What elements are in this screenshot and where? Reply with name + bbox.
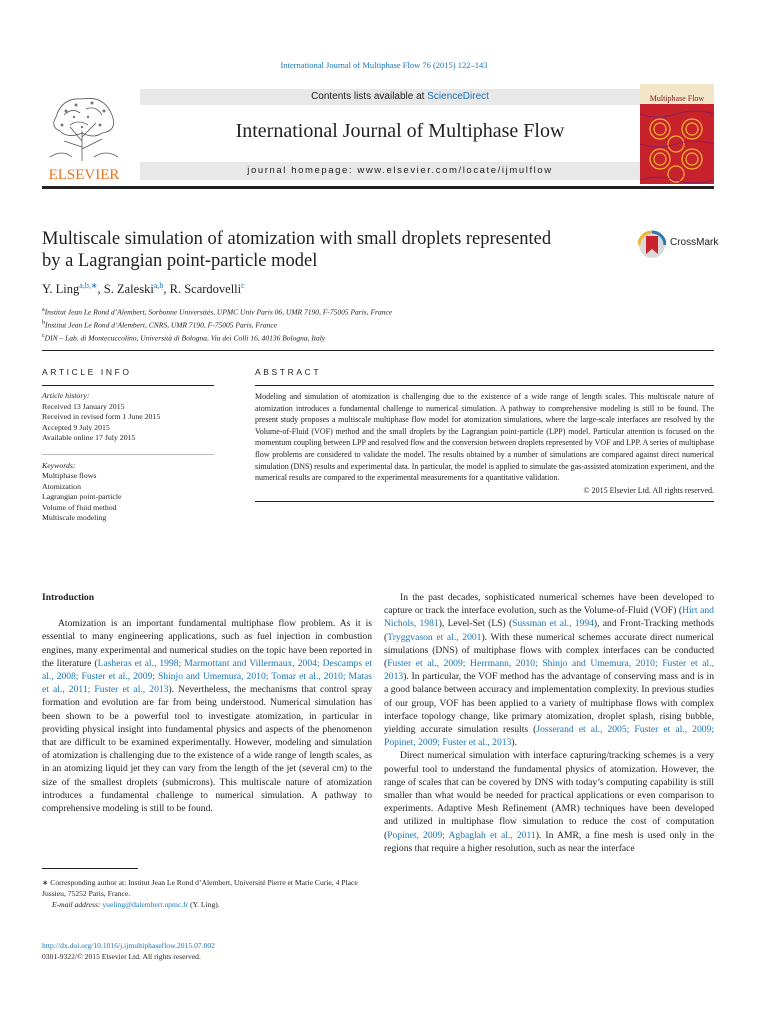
affiliation-a-sup: a <box>42 307 45 313</box>
introduction-heading: Introduction <box>42 592 95 603</box>
footnote-corresponding: ∗ Corresponding author at: Institut Jean Le Rond d’Alembert, Université Pierre et Marie Curie, 4 Place Jussieu, 75252 Paris, France. <box>42 878 358 898</box>
affiliation-c-sup: c <box>42 333 45 339</box>
history-received: Received 13 January 2015 <box>42 401 125 411</box>
elsevier-tree-icon <box>42 87 126 182</box>
author-1-sup[interactable]: a,b,∗ <box>79 281 98 290</box>
elsevier-logo <box>42 87 126 182</box>
citation-link[interactable]: Josserand et al., 2005; Fuster et al., 2009; Popinet, 2009; Fuster et al., 2013 <box>384 724 715 749</box>
intro-paragraph-1 <box>42 617 372 815</box>
intro-p1-text-a: Atomization is an important fundamental multiphase flow problem. As it is essential to many engineering applications, such as fuel injection in combustion engines, many experimental and numerical studies on the topic have been reported in the literature ( <box>42 618 372 669</box>
contents-prefix: Contents lists available at <box>311 91 428 102</box>
citation-link[interactable]: Popinet, 2009; Agbaglah et al., 2011 <box>387 829 536 841</box>
email-link[interactable]: yueling@dalembert.upmc.fr <box>102 900 189 909</box>
author-2-sep: , <box>163 282 170 297</box>
title-line-1: Multiscale simulation of atomization with small droplets represented <box>42 229 552 249</box>
keyword-item: Atomization <box>42 481 81 491</box>
svg-text:ELSEVIER: ELSEVIER <box>48 167 120 182</box>
citation-link[interactable]: Tryggvason et al., 2001 <box>387 631 482 643</box>
author-3-name[interactable]: R. Scardovelli <box>169 282 242 297</box>
affiliations <box>42 305 392 344</box>
affiliation-b-text: Institut Jean Le Rond d’Alembert, CNRS, UMR 7190, F-75005 Paris, France <box>45 320 278 330</box>
citation-link[interactable]: Fuster et al., 2009; Herrmann, 2010; Shinjo and Umemura, 2010; Fuster et al., 2013 <box>384 658 714 683</box>
affiliation-a <box>42 305 392 318</box>
affiliation-c-text: DIN – Lab. di Montecuccolino, Università di Bologna, Via dei Colli 16, 40136 Bologna, Italy <box>44 333 326 343</box>
citation-link[interactable]: Hirt and Nichols, 1981 <box>384 605 714 630</box>
homepage-prefix: journal homepage: <box>247 165 358 176</box>
right-p1-text-f: ). <box>511 737 517 749</box>
citation-link[interactable]: Sussman et al., 1994 <box>512 618 594 630</box>
right-p1-text-a: In the past decades, sophisticated numerical schemes have been developed to capture or track the interface evolution, such as the Volume-of-Fluid (VOF) ( <box>384 592 714 617</box>
journal-cover-thumbnail[interactable] <box>640 84 714 184</box>
history-online: Available online 17 July 2015 <box>42 433 136 442</box>
sciencedirect-link[interactable]: ScienceDirect <box>427 91 489 102</box>
right-column <box>384 591 714 855</box>
contents-bar <box>140 89 660 105</box>
crossmark-label: CrossMark <box>670 237 719 248</box>
right-p1-text-b: ), Level-Set (LS) ( <box>438 618 513 630</box>
author-1-name[interactable]: Y. Ling <box>42 282 80 297</box>
article-info-heading: ARTICLE INFO <box>42 367 132 377</box>
crossmark-badge[interactable] <box>638 230 718 260</box>
right-p2-text-b: ). In AMR, a fine mesh is used only in the regions that require a higher resolution, such as near the interface <box>384 829 714 854</box>
footnote-email-label: E-mail address: <box>52 900 103 909</box>
corresponding-footnote <box>42 868 372 910</box>
article-info-rule <box>42 385 214 386</box>
author-1-sep: , <box>97 282 104 297</box>
journal-masthead <box>42 82 714 186</box>
abstract-rule <box>255 385 714 386</box>
keyword-item: Multiphase flows <box>42 471 97 480</box>
abstract-section <box>255 367 714 502</box>
abstract-heading: ABSTRACT <box>255 367 322 377</box>
intro-p1-text-b: ). Nevertheless, the mechanisms that control spray formation and evolution are far from being understood. Numerical simulation has been shown to be a powerful tool to investigate atomization, in particular in providing physical insight into fundamental physics and aspects of the phenomenon that are difficult to be examined experimentally. However, modeling and simulation of atomization is challenging due to the existence of a wide range of length scales, as in an atomizing liquid jet they can vary from the length of the jet (several cm) to the size of the smallest droplets (submicrons). This multiscale nature of atomization introduces a fundamental challenge to numerical simulation. A pathway to comprehensive modeling is still to be found. <box>42 684 372 815</box>
intro-paragraph-2 <box>384 591 714 749</box>
article-title <box>42 228 622 272</box>
keywords <box>42 461 214 524</box>
footnote-email-suffix: (Y. Ling). <box>188 900 220 909</box>
header-divider <box>42 350 714 351</box>
abstract-copyright: © 2015 Elsevier Ltd. All rights reserved. <box>583 485 714 495</box>
keyword-item: Lagrangian point-particle <box>42 492 122 501</box>
keyword-item: Volume of fluid method <box>42 502 117 512</box>
citation-link[interactable]: Lasheras et al., 1998; Marmottant and Villermaux, 2004; Descamps et al., 2008; Fuster et al., 2009; Shinjo and Umemura, 2010; Tomar et al., 2010; Matas et al., 2011; Fuster et al., 2013 <box>42 657 372 696</box>
author-list <box>42 281 245 297</box>
affiliation-b-sup: b <box>42 320 45 326</box>
issn-copyright: 0301-9322/© 2015 Elsevier Ltd. All rights reserved. <box>42 952 201 961</box>
homepage-link[interactable]: www.elsevier.com/locate/ijmulflow <box>357 165 553 176</box>
journal-title: International Journal of Multiphase Flow <box>235 120 565 142</box>
affiliation-b <box>42 318 392 331</box>
title-line-2: by a Lagrangian point-particle model <box>42 251 318 271</box>
author-3-sup[interactable]: c <box>241 281 245 290</box>
history-label: Article history: <box>42 391 90 400</box>
svg-text:Multiphase Flow: Multiphase Flow <box>649 94 705 103</box>
article-info <box>42 367 214 524</box>
masthead-divider <box>42 186 714 189</box>
doi-link[interactable]: http://dx.doi.org/10.1016/j.ijmultiphaseflow.2015.07.002 <box>42 941 215 950</box>
page-footer <box>42 940 215 962</box>
affiliation-c <box>42 331 392 344</box>
right-p1-text-e: ). In particular, the VOF method has the advantage of conserving mass and is in a good balance between accuracy and implementation complexity. In previous studies of our group, VOF has been applied to a variety of multiphase flows with complex interface topology change, like primary atomization, droplet splash, rising bubble, yielding accurate simulation results ( <box>384 671 714 736</box>
footnote-rule <box>42 868 138 869</box>
right-p1-text-d: ). With these numerical schemes accurate direct numerical simulations (DNS) of multiphase flows with complex interfaces can be conducted ( <box>384 631 714 670</box>
right-p2-text-a: Direct numerical simulation with interface capturing/tracking schemes is a very powerful tool to understand the fundamental physics of atomization. However, the range of scales that can be covered by DNS with today’s computing capability is still smaller than what would be needed for practical applications or even comparison to experiments. Adaptive Mesh Refinement (AMR) techniques have been developed and utilized in multiphase flow simulation to reduce the cost of computation ( <box>384 750 714 841</box>
journal-cover-image <box>640 84 714 184</box>
history-revised: Received in revised form 1 June 2015 <box>42 412 161 421</box>
crossmark-icon <box>638 230 666 260</box>
abstract-text: Modeling and simulation of atomization is challenging due to the existence of a wide range of length scales. This multiscale nature of atomization introduces a fundamental challenge to numerical simulation. A pathway to comprehensive modeling is still to be found. The present study proposes a multiscale multiphase flow model for atomization simulations, where the large-scale interfaces are resolved by the Volume-of-Fluid (VOF) method and the small droplets by the Lagrangian point-particle (LPP) model. Particular attention is focused on the momentum coupling between LPP and resolved flow and the conversion between droplets represented by VOF and LPP. A series of multiphase flow problems are considered to validate the model. The results obtained by a number of simulations are compared against direct numerical simulation (DNS) results and experimental data. In particular, the model is applied to simulate the gas-assisted atomization experiment, and the numerical results are compared to the experimental measurements for a quantitative validation. <box>255 392 714 483</box>
affiliation-a-text: Institut Jean Le Rond d’Alembert, Sorbonne Universités, UPMC Univ Paris 06, UMR 7190, F-75005 Paris, France <box>44 307 393 317</box>
history-accepted: Accepted 9 July 2015 <box>42 422 110 432</box>
keywords-rule <box>42 454 214 455</box>
intro-paragraph-3 <box>384 749 714 855</box>
keyword-item: Multiscale modeling <box>42 513 107 522</box>
author-2-name[interactable]: S. Zaleski <box>103 282 154 297</box>
author-2-sup[interactable]: a,b <box>153 281 164 290</box>
journal-homepage <box>140 162 660 180</box>
keywords-label: Keywords: <box>42 460 76 470</box>
journal-citation[interactable]: International Journal of Multiphase Flow 76 (2015) 122–143 <box>280 60 488 70</box>
abstract-bottom-rule <box>255 501 714 502</box>
right-p1-text-c: ), and Front-Tracking methods ( <box>384 618 714 643</box>
left-column <box>42 591 372 815</box>
footnote-email-line <box>42 899 372 910</box>
article-history <box>42 391 214 444</box>
